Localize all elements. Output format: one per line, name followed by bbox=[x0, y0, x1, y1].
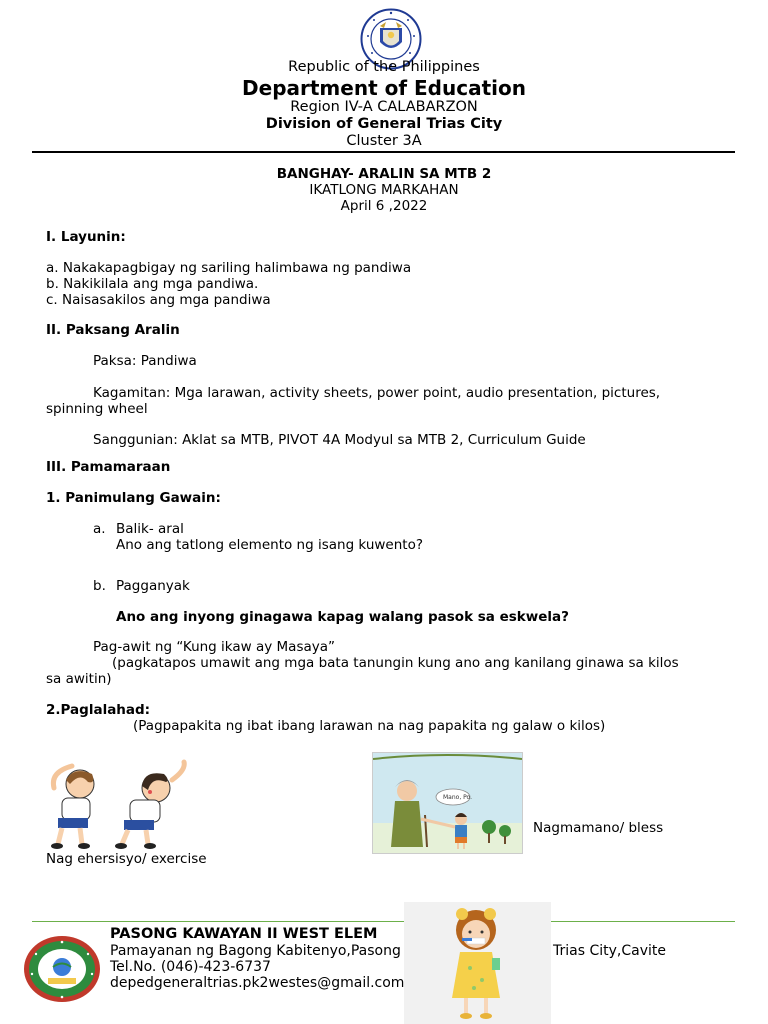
footer-divider bbox=[32, 921, 735, 922]
speech-bubble-text: Mano, Po. bbox=[443, 794, 473, 801]
paksa-line: Paksa: Pandiwa bbox=[93, 353, 197, 369]
song-line: Pag-awit ng “Kung ikaw ay Masaya” bbox=[93, 639, 336, 655]
pagganyak-title: Pagganyak bbox=[116, 578, 190, 594]
mano-po-illustration bbox=[372, 752, 523, 854]
song-note: (pagkatapos umawit ang mga bata tanungin kung ano ang kanilang ginawa sa kilos bbox=[112, 655, 679, 671]
objective-a: a. Nakakapagbigay ng sariling halimbawa ng pandiwa bbox=[46, 260, 412, 276]
objective-b: b. Nakikilala ang mga pandiwa. bbox=[46, 276, 259, 292]
republic-line: Republic of the Philippines bbox=[288, 59, 480, 75]
balik-aral-question: Ano ang tatlong elemento ng isang kuwento? bbox=[116, 537, 424, 553]
department-title: Department of Education bbox=[242, 76, 526, 100]
paglalahad-heading: 2.Paglalahad: bbox=[46, 702, 151, 718]
balik-aral-title: Balik- aral bbox=[116, 521, 184, 537]
paglalahad-note: (Pagpapakita ng ibat ibang larawan na nag papakita ng galaw o kilos) bbox=[133, 718, 606, 734]
objective-c: c. Naisasakilos ang mga pandiwa bbox=[46, 292, 271, 308]
school-address: Pamayanan ng Bagong Kabitenyo,Pasong bbox=[110, 943, 401, 959]
region-line: Region IV-A CALABARZON bbox=[290, 99, 478, 115]
school-address-end: Trias City,Cavite bbox=[553, 943, 666, 959]
quarter-line: IKATLONG MARKAHAN bbox=[309, 182, 459, 198]
sanggunian-line: Sanggunian: Aklat sa MTB, PIVOT 4A Modyul sa MTB 2, Curriculum Guide bbox=[93, 432, 586, 448]
school-logo-icon bbox=[22, 934, 102, 1004]
cluster-line: Cluster 3A bbox=[346, 133, 422, 149]
brushing-teeth-illustration bbox=[404, 902, 551, 1024]
section-layunin-heading: I. Layunin: bbox=[46, 229, 126, 245]
section-paksang-heading: II. Paksang Aralin bbox=[46, 322, 180, 338]
item-b-label: b. bbox=[93, 578, 106, 594]
school-name: PASONG KAWAYAN II WEST ELEM bbox=[110, 926, 378, 942]
song-note-cont: sa awitin) bbox=[46, 671, 112, 687]
exercise-illustration bbox=[44, 758, 192, 850]
bless-caption: Nagmamano/ bless bbox=[533, 820, 664, 836]
item-a-label: a. bbox=[93, 521, 106, 537]
kagamitan-line-cont: spinning wheel bbox=[46, 401, 148, 417]
pagganyak-question: Ano ang inyong ginagawa kapag walang pasok sa eskwela? bbox=[116, 609, 569, 625]
exercise-caption: Nag ehersisyo/ exercise bbox=[46, 851, 207, 867]
section-pamamaraan-heading: III. Pamamaraan bbox=[46, 459, 171, 475]
kagamitan-line: Kagamitan: Mga larawan, activity sheets, power point, audio presentation, pictures, bbox=[93, 385, 661, 401]
school-tel: Tel.No. (046)-423-6737 bbox=[110, 959, 271, 975]
division-line: Division of General Trias City bbox=[265, 116, 503, 132]
lesson-title: BANGHAY- ARALIN SA MTB 2 bbox=[276, 166, 492, 182]
panimulang-heading: 1. Panimulang Gawain: bbox=[46, 490, 221, 506]
header-divider bbox=[32, 151, 735, 153]
date-line: April 6 ,2022 bbox=[340, 198, 428, 214]
school-email: depedgeneraltrias.pk2westes@gmail.com bbox=[110, 975, 405, 991]
